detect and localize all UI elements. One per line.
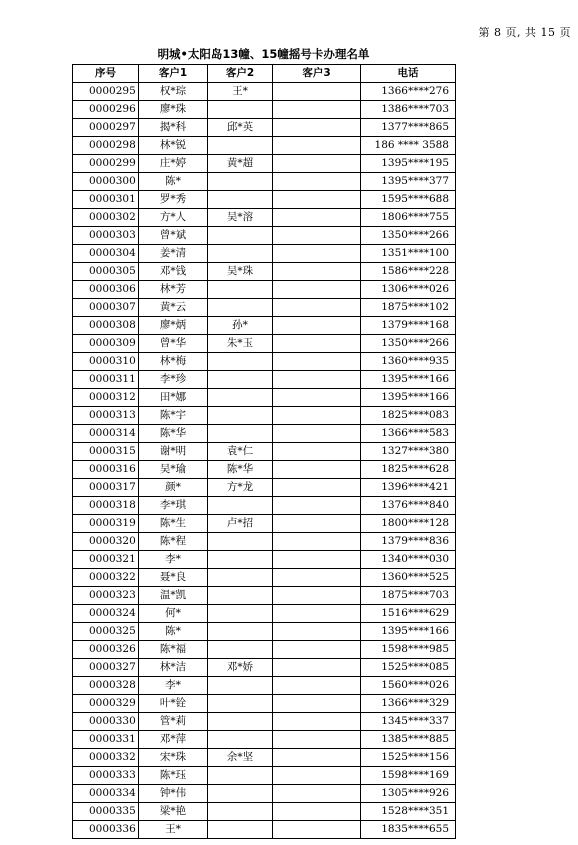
table-row — [73, 227, 456, 245]
phone-cell: 1825****083 — [361, 407, 456, 425]
serial-cell: 0000328 — [73, 677, 139, 695]
serial-cell: 0000304 — [73, 245, 139, 263]
customer-3-cell — [273, 425, 361, 443]
serial-cell: 0000315 — [73, 443, 139, 461]
phone-cell: 1586****228 — [361, 263, 456, 281]
customer-2-cell — [208, 587, 273, 605]
phone-cell: 1306****026 — [361, 281, 456, 299]
serial-cell: 0000322 — [73, 569, 139, 587]
serial-cell: 0000298 — [73, 137, 139, 155]
customer-1-cell: 王* — [139, 821, 208, 839]
table-row — [73, 209, 456, 227]
customer-3-cell — [273, 587, 361, 605]
customer-1-cell: 管*莉 — [139, 713, 208, 731]
customer-1-cell: 钟*伟 — [139, 785, 208, 803]
customer-3-cell — [273, 407, 361, 425]
phone-cell: 1395****166 — [361, 371, 456, 389]
table-row — [73, 749, 456, 767]
customer-1-cell: 邓*萍 — [139, 731, 208, 749]
phone-cell: 1376****840 — [361, 497, 456, 515]
customer-1-cell: 陈*华 — [139, 425, 208, 443]
customer-1-cell: 陈*宇 — [139, 407, 208, 425]
customer-3-cell — [273, 677, 361, 695]
customer-1-cell: 吴*瑜 — [139, 461, 208, 479]
serial-cell: 0000329 — [73, 695, 139, 713]
phone-cell: 1345****337 — [361, 713, 456, 731]
customer-1-cell: 温*凯 — [139, 587, 208, 605]
customer-1-cell: 聂*良 — [139, 569, 208, 587]
customer-2-cell — [208, 677, 273, 695]
customer-2-cell — [208, 227, 273, 245]
customer-2-cell — [208, 551, 273, 569]
table-row — [73, 767, 456, 785]
customer-2-cell — [208, 353, 273, 371]
phone-cell: 1366****276 — [361, 83, 456, 101]
customer-2-cell — [208, 533, 273, 551]
table-row — [73, 263, 456, 281]
customer-2-cell: 吴*珠 — [208, 263, 273, 281]
customer-1-cell: 曾*华 — [139, 335, 208, 353]
customer-3-cell — [273, 767, 361, 785]
serial-cell: 0000299 — [73, 155, 139, 173]
customer-3-cell — [273, 713, 361, 731]
phone-cell: 1385****885 — [361, 731, 456, 749]
customer-1-cell: 谢*明 — [139, 443, 208, 461]
header-customer-3: 客户3 — [273, 65, 361, 83]
customer-1-cell: 姜*清 — [139, 245, 208, 263]
customer-3-cell — [273, 695, 361, 713]
customer-1-cell: 林*梅 — [139, 353, 208, 371]
document-title: 明城•太阳岛13幢、15幢摇号卡办理名单 — [157, 47, 370, 61]
phone-cell: 1528****351 — [361, 803, 456, 821]
table-row — [73, 281, 456, 299]
customer-2-cell: 余*坚 — [208, 749, 273, 767]
phone-cell: 1525****156 — [361, 749, 456, 767]
phone-cell: 1379****836 — [361, 533, 456, 551]
table-row — [73, 515, 456, 533]
phone-cell: 1366****583 — [361, 425, 456, 443]
serial-cell: 0000313 — [73, 407, 139, 425]
serial-cell: 0000295 — [73, 83, 139, 101]
customer-3-cell — [273, 191, 361, 209]
phone-cell: 1525****085 — [361, 659, 456, 677]
header-customer-1: 客户1 — [139, 65, 208, 83]
customer-3-cell — [273, 173, 361, 191]
serial-cell: 0000331 — [73, 731, 139, 749]
table-row — [73, 353, 456, 371]
customer-1-cell: 陈*程 — [139, 533, 208, 551]
customer-3-cell — [273, 263, 361, 281]
phone-cell: 1516****629 — [361, 605, 456, 623]
table-row — [73, 587, 456, 605]
serial-cell: 0000327 — [73, 659, 139, 677]
phone-cell: 1351****100 — [361, 245, 456, 263]
phone-cell: 1377****865 — [361, 119, 456, 137]
customer-2-cell — [208, 731, 273, 749]
customer-2-cell — [208, 281, 273, 299]
customer-2-cell — [208, 569, 273, 587]
customer-3-cell — [273, 623, 361, 641]
table-row — [73, 497, 456, 515]
phone-cell: 1386****703 — [361, 101, 456, 119]
customer-2-cell — [208, 371, 273, 389]
customer-2-cell — [208, 173, 273, 191]
phone-cell: 1875****703 — [361, 587, 456, 605]
customer-3-cell — [273, 101, 361, 119]
table-row — [73, 155, 456, 173]
customer-2-cell: 袁*仁 — [208, 443, 273, 461]
phone-cell: 1366****329 — [361, 695, 456, 713]
serial-cell: 0000318 — [73, 497, 139, 515]
customer-3-cell — [273, 155, 361, 173]
customer-3-cell — [273, 335, 361, 353]
customer-1-cell: 陈* — [139, 173, 208, 191]
customer-3-cell — [273, 299, 361, 317]
customer-2-cell — [208, 695, 273, 713]
serial-cell: 0000310 — [73, 353, 139, 371]
table-row — [73, 659, 456, 677]
phone-cell: 1598****169 — [361, 767, 456, 785]
table-row — [73, 569, 456, 587]
serial-cell: 0000330 — [73, 713, 139, 731]
customer-3-cell — [273, 497, 361, 515]
customer-1-cell: 颜* — [139, 479, 208, 497]
table-row — [73, 785, 456, 803]
phone-cell: 1835****655 — [361, 821, 456, 839]
customer-3-cell — [273, 245, 361, 263]
customer-2-cell — [208, 821, 273, 839]
customer-2-cell — [208, 497, 273, 515]
customer-2-cell — [208, 407, 273, 425]
serial-cell: 0000323 — [73, 587, 139, 605]
customer-1-cell: 叶*铨 — [139, 695, 208, 713]
customer-3-cell — [273, 353, 361, 371]
table-row — [73, 83, 456, 101]
phone-cell: 1360****935 — [361, 353, 456, 371]
table-row — [73, 461, 456, 479]
serial-cell: 0000308 — [73, 317, 139, 335]
customer-1-cell: 陈*珏 — [139, 767, 208, 785]
serial-cell: 0000300 — [73, 173, 139, 191]
customer-3-cell — [273, 515, 361, 533]
customer-3-cell — [273, 281, 361, 299]
customer-1-cell: 权*琮 — [139, 83, 208, 101]
serial-cell: 0000335 — [73, 803, 139, 821]
serial-cell: 0000307 — [73, 299, 139, 317]
customer-1-cell: 陈* — [139, 623, 208, 641]
customer-3-cell — [273, 533, 361, 551]
table-row — [73, 731, 456, 749]
phone-cell: 1395****377 — [361, 173, 456, 191]
serial-cell: 0000316 — [73, 461, 139, 479]
phone-cell: 1875****102 — [361, 299, 456, 317]
phone-cell: 1825****628 — [361, 461, 456, 479]
customer-3-cell — [273, 785, 361, 803]
table-row — [73, 551, 456, 569]
serial-cell: 0000326 — [73, 641, 139, 659]
phone-cell: 1806****755 — [361, 209, 456, 227]
table-row — [73, 605, 456, 623]
serial-cell: 0000336 — [73, 821, 139, 839]
customer-3-cell — [273, 389, 361, 407]
customer-1-cell: 陈*生 — [139, 515, 208, 533]
table-row — [73, 335, 456, 353]
table-row — [73, 371, 456, 389]
customer-3-cell — [273, 209, 361, 227]
phone-cell: 1350****266 — [361, 227, 456, 245]
table-row — [73, 317, 456, 335]
customer-2-cell: 黄*超 — [208, 155, 273, 173]
serial-cell: 0000309 — [73, 335, 139, 353]
phone-cell: 1395****195 — [361, 155, 456, 173]
customer-2-cell — [208, 713, 273, 731]
customer-1-cell: 方*人 — [139, 209, 208, 227]
table-row — [73, 119, 456, 137]
customer-3-cell — [273, 83, 361, 101]
customer-2-cell — [208, 641, 273, 659]
customer-1-cell: 曾*斌 — [139, 227, 208, 245]
customer-2-cell: 卢*招 — [208, 515, 273, 533]
customer-2-cell — [208, 191, 273, 209]
customer-3-cell — [273, 821, 361, 839]
header-phone: 电话 — [361, 65, 456, 83]
customer-1-cell: 庄*婷 — [139, 155, 208, 173]
serial-cell: 0000306 — [73, 281, 139, 299]
customer-2-cell — [208, 245, 273, 263]
customer-1-cell: 揭*科 — [139, 119, 208, 137]
customer-2-cell — [208, 785, 273, 803]
customer-1-cell: 林*洁 — [139, 659, 208, 677]
customer-3-cell — [273, 371, 361, 389]
customer-1-cell: 林*芳 — [139, 281, 208, 299]
customer-3-cell — [273, 569, 361, 587]
customer-1-cell: 黄*云 — [139, 299, 208, 317]
serial-cell: 0000314 — [73, 425, 139, 443]
phone-cell: 1350****266 — [361, 335, 456, 353]
customer-1-cell: 邓*钱 — [139, 263, 208, 281]
table-row — [73, 191, 456, 209]
customer-2-cell — [208, 767, 273, 785]
customer-2-cell: 吴*溶 — [208, 209, 273, 227]
customer-2-cell: 邱*英 — [208, 119, 273, 137]
serial-cell: 0000324 — [73, 605, 139, 623]
table-row — [73, 803, 456, 821]
phone-cell: 1305****926 — [361, 785, 456, 803]
customer-3-cell — [273, 317, 361, 335]
customer-3-cell — [273, 749, 361, 767]
table-row — [73, 641, 456, 659]
customer-3-cell — [273, 119, 361, 137]
serial-cell: 0000301 — [73, 191, 139, 209]
customer-3-cell — [273, 803, 361, 821]
customer-2-cell: 朱*玉 — [208, 335, 273, 353]
phone-cell: 1800****128 — [361, 515, 456, 533]
table-row — [73, 623, 456, 641]
serial-cell: 0000302 — [73, 209, 139, 227]
serial-cell: 0000311 — [73, 371, 139, 389]
customer-1-cell: 李* — [139, 551, 208, 569]
table-row — [73, 533, 456, 551]
customer-1-cell: 田*娜 — [139, 389, 208, 407]
customer-1-cell: 何* — [139, 605, 208, 623]
table-row — [73, 713, 456, 731]
serial-cell: 0000333 — [73, 767, 139, 785]
table-row — [73, 173, 456, 191]
customer-2-cell: 方*龙 — [208, 479, 273, 497]
phone-cell: 1360****525 — [361, 569, 456, 587]
customer-2-cell — [208, 425, 273, 443]
table-row — [73, 137, 456, 155]
customer-2-cell — [208, 101, 273, 119]
customer-2-cell: 陈*华 — [208, 461, 273, 479]
phone-cell: 1327****380 — [361, 443, 456, 461]
customer-1-cell: 廖*珠 — [139, 101, 208, 119]
customer-3-cell — [273, 605, 361, 623]
customer-3-cell — [273, 461, 361, 479]
serial-cell: 0000320 — [73, 533, 139, 551]
customer-2-cell: 邓*娇 — [208, 659, 273, 677]
customer-3-cell — [273, 137, 361, 155]
serial-cell: 0000319 — [73, 515, 139, 533]
page-indicator: 第 8 页, 共 15 页 — [478, 26, 571, 39]
customer-2-cell — [208, 389, 273, 407]
customer-1-cell: 梁*艳 — [139, 803, 208, 821]
serial-cell: 0000317 — [73, 479, 139, 497]
serial-cell: 0000312 — [73, 389, 139, 407]
phone-cell: 1379****168 — [361, 317, 456, 335]
table-row — [73, 425, 456, 443]
phone-cell: 1340****030 — [361, 551, 456, 569]
serial-cell: 0000332 — [73, 749, 139, 767]
table-row — [73, 443, 456, 461]
customer-3-cell — [273, 479, 361, 497]
serial-cell: 0000321 — [73, 551, 139, 569]
customer-2-cell — [208, 623, 273, 641]
customer-1-cell: 李*琪 — [139, 497, 208, 515]
table-row — [73, 299, 456, 317]
serial-cell: 0000296 — [73, 101, 139, 119]
table-row — [73, 245, 456, 263]
customer-1-cell: 李*珍 — [139, 371, 208, 389]
customer-1-cell: 廖*炳 — [139, 317, 208, 335]
table-row — [73, 695, 456, 713]
customer-3-cell — [273, 731, 361, 749]
serial-cell: 0000297 — [73, 119, 139, 137]
table-header-row — [73, 65, 456, 83]
customer-2-cell: 孙* — [208, 317, 273, 335]
customer-1-cell: 李* — [139, 677, 208, 695]
customer-1-cell: 陈*福 — [139, 641, 208, 659]
table-row — [73, 479, 456, 497]
customer-3-cell — [273, 551, 361, 569]
serial-cell: 0000305 — [73, 263, 139, 281]
customer-2-cell: 王* — [208, 83, 273, 101]
phone-cell: 1395****166 — [361, 389, 456, 407]
customer-3-cell — [273, 659, 361, 677]
phone-cell: 1395****166 — [361, 623, 456, 641]
customer-3-cell — [273, 641, 361, 659]
table-row — [73, 389, 456, 407]
header-serial: 序号 — [73, 65, 139, 83]
table-row — [73, 101, 456, 119]
customer-1-cell: 罗*秀 — [139, 191, 208, 209]
customer-3-cell — [273, 443, 361, 461]
serial-cell: 0000303 — [73, 227, 139, 245]
phone-cell: 1598****985 — [361, 641, 456, 659]
registration-table — [72, 64, 456, 839]
customer-3-cell — [273, 227, 361, 245]
phone-cell: 1595****688 — [361, 191, 456, 209]
serial-cell: 0000334 — [73, 785, 139, 803]
table-row — [73, 821, 456, 839]
customer-2-cell — [208, 299, 273, 317]
serial-cell: 0000325 — [73, 623, 139, 641]
customer-2-cell — [208, 803, 273, 821]
phone-cell: 1560****026 — [361, 677, 456, 695]
phone-cell: 1396****421 — [361, 479, 456, 497]
customer-2-cell — [208, 605, 273, 623]
table-row — [73, 677, 456, 695]
table-row — [73, 407, 456, 425]
customer-1-cell: 宋*珠 — [139, 749, 208, 767]
customer-2-cell — [208, 137, 273, 155]
customer-1-cell: 林*锐 — [139, 137, 208, 155]
phone-cell: 186 **** 3588 — [361, 137, 456, 155]
header-customer-2: 客户2 — [208, 65, 273, 83]
